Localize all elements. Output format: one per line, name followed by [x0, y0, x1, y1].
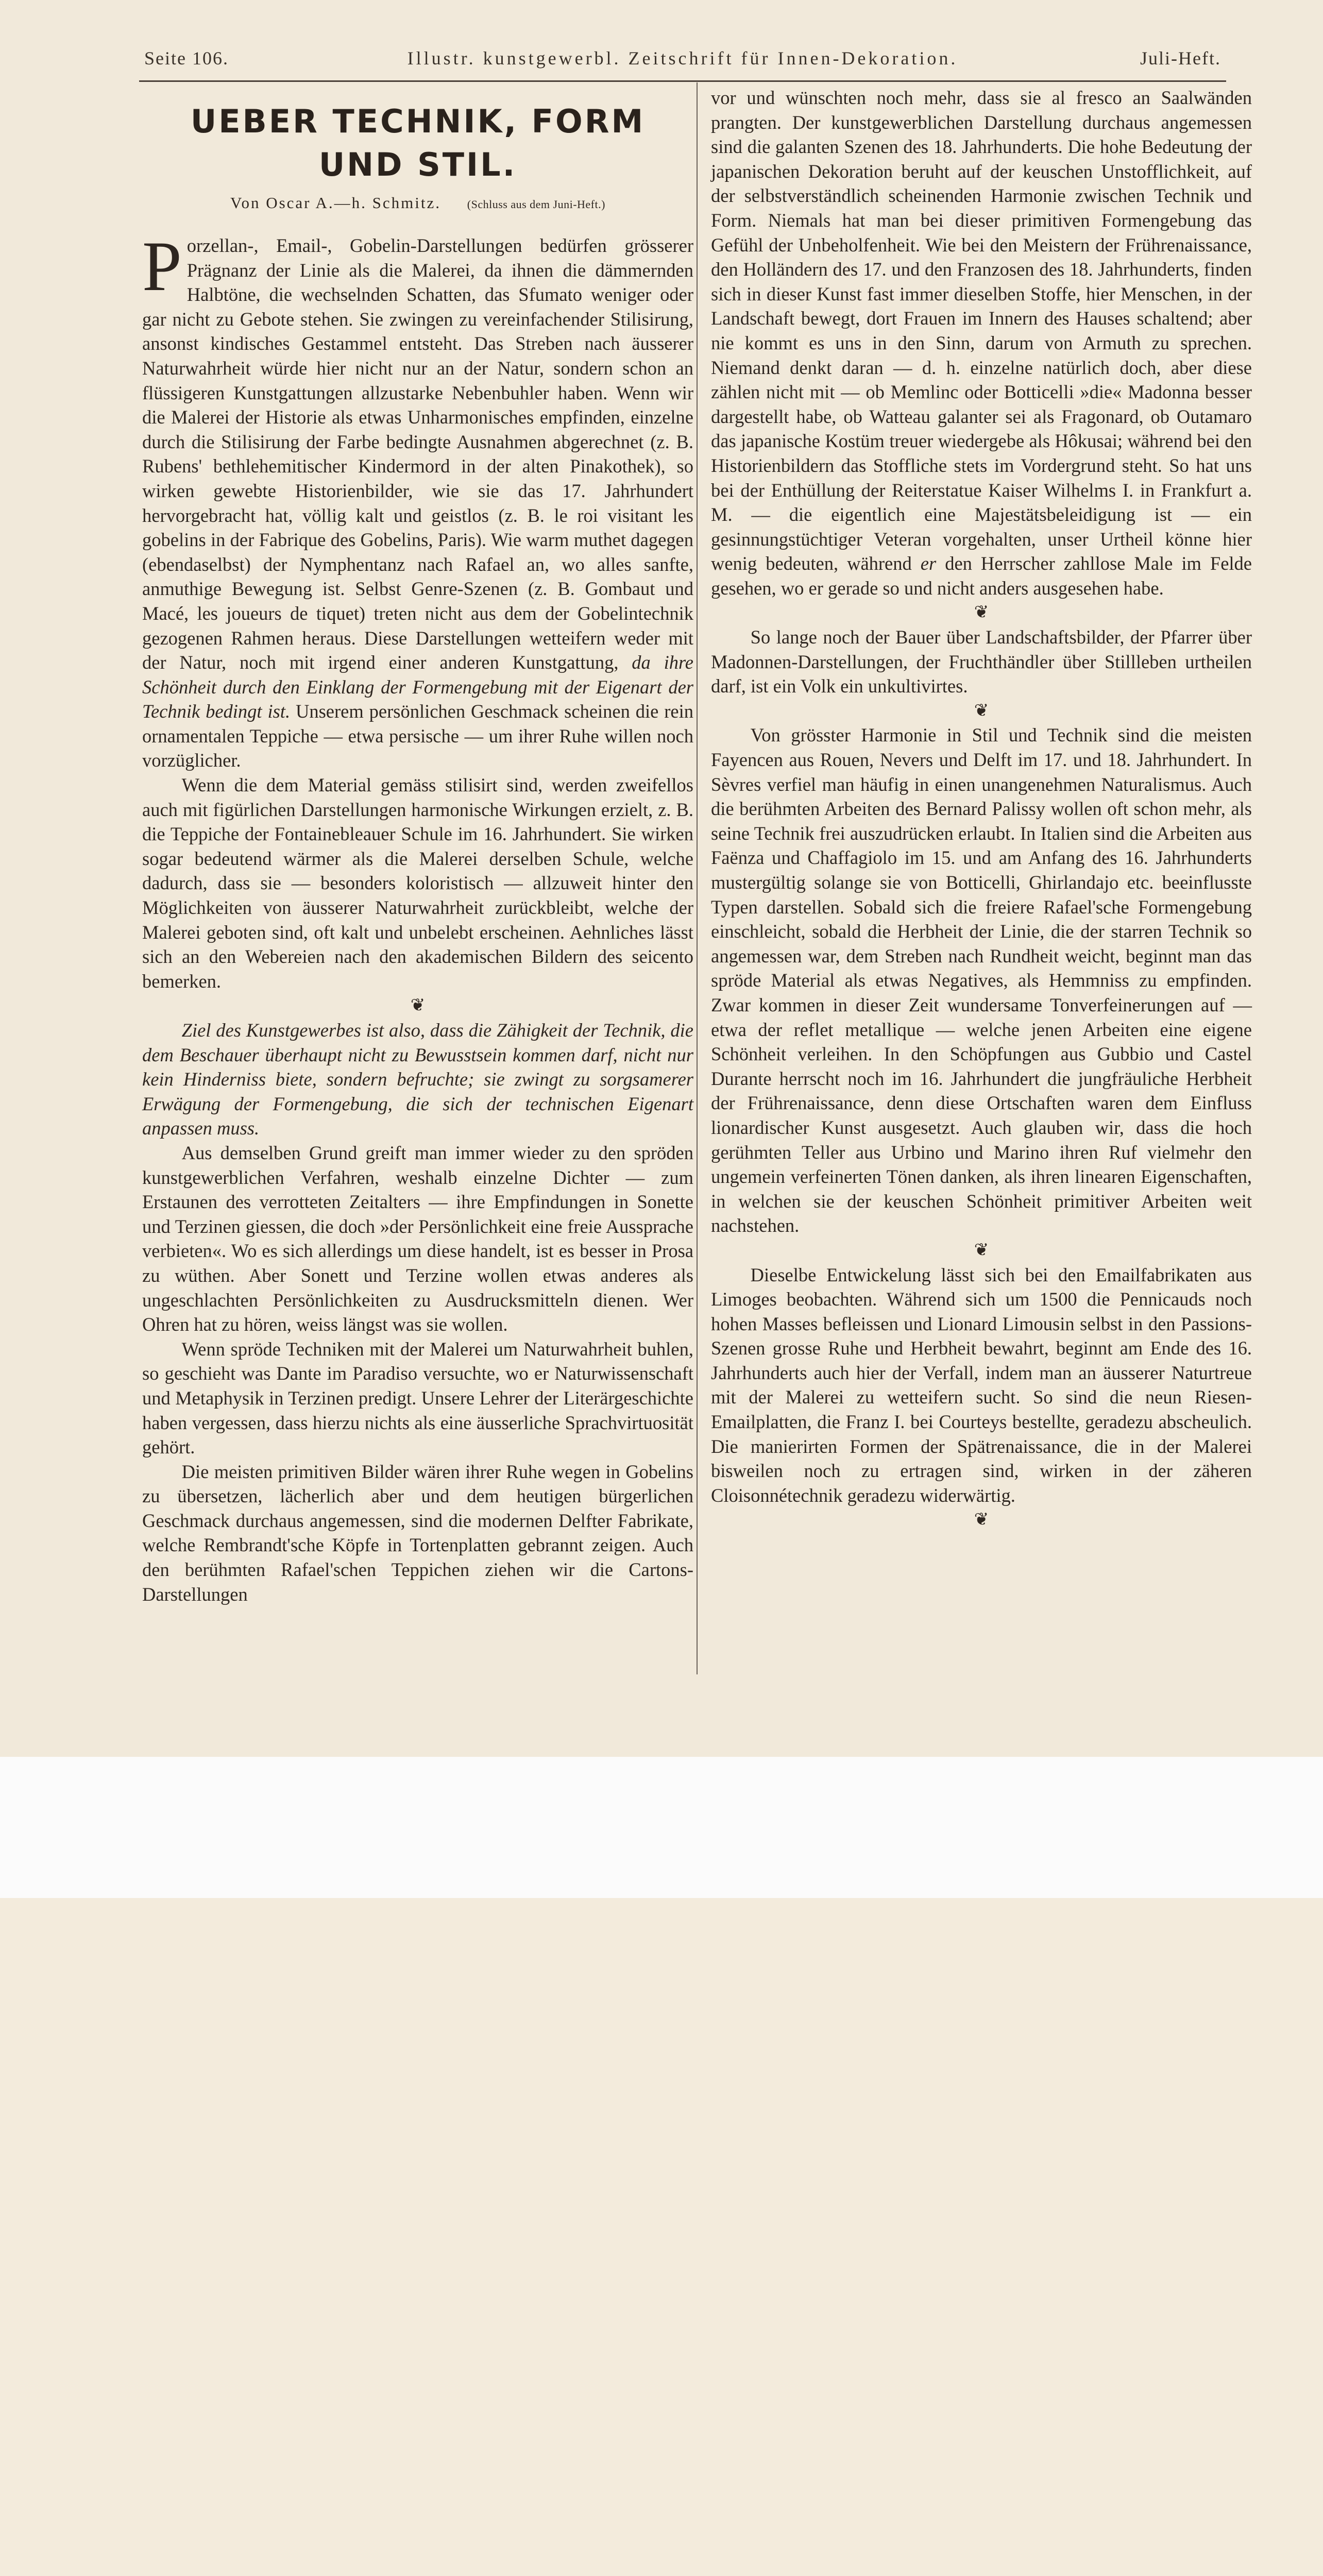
- paragraph: Porzellan-, Email-, Gobelin-Darstellungen bedürfen grösserer Prägnanz der Linie als die Malerei, da ihnen die dämmernden Halbtöne, die wechselnden Schatten, das Sfumato weniger oder gar nicht zu Gebote stehen. Sie zwingen zu vereinfachender Stilisirung, ansonst kindisches Gestammel entsteht. Das Streben nach äusserer Naturwahrheit würde hier nicht nur an der Natur, sondern schon an flüssigeren Kunstgattungen allzustarke Nebenbuhler haben. Wenn wir die Malerei der Historie als etwas Unharmonisches empfinden, einzelne durch die Stilisirung der Farbe bedingte Ausnahmen abgerechnet (z. B. Rubens' bethlehemitischer Kindermord in der alten Pinakothek), so wirken gewebte Historienbilder, wie sie das 17. Jahrhundert hervorgebracht hat, völlig kalt und geistlos (z. B. le roi visitant les gobelins in der Fabrique des Gobelins, Paris). Wie warm muthet dagegen (ebendaselbst) der Nymphentanz nach Rafael an, wo alles sanfte, anmuthige Bewegung ist. Selbst Genre-Szenen (z. B. Gombaut und Macé, les joueurs de tiquet) treten nicht aus dem der Gobelintechnik gezogenen Rahmen heraus. Diese Darstellungen wetteifern weder mit der Natur, noch mit irgend einer anderen Kunstgattung, da ihre Schönheit durch den Einklang der Formengebung mit der Eigenart der Technik bedingt ist. Unserem persönlichen Geschmack scheinen die rein ornamentalen Teppiche — etwa persische — um ihrer Ruhe willen noch vorzüglicher.: [142, 227, 694, 771]
- fleuron-ornament: ❦: [974, 1240, 989, 1260]
- page-number: Seite 106.: [144, 48, 229, 69]
- paragraph: vor und wünschten noch mehr, dass sie al fresco an Saalwänden prangten. Der kunstgewerblichen Darstellung durchaus angemessen sind die galanten Szenen des 18. Jahrhunderts. Die hohe Bedeutung der japanischen Dekoration beruht auf der keuschen Unstofflichkeit, auf der selbstverständlich scheinenden Harmonie zwischen Technik und Form. Niemals hat man bei dieser primitiven Formengebung das Gefühl der Unbeholfenheit. Wie bei den Meistern der Frührenaissance, den Holländern des 17. und den Franzosen des 18. Jahrhunderts, finden sich in dieser Kunst fast immer dieselben Stoffe, hier Menschen, in der Landschaft bewegt, dort Frauen im Innern des Hauses schaltend; aber nie kommt es uns in den Sinn, darum von Armuth zu sprechen. Niemand denkt daran — d. h. einzelne natürlich doch, aber diese zählen nicht mit — ob Memlinc oder Botticelli »die« Madonna besser dargestellt habe, ob Watteau galanter sei als Fragonard, ob Outamaro das japanische Kostüm treuer wiedergebe als Hôkusai; während bei den Historienbildern das Stoffliche stets im Vordergrund steht. So hat uns bei der Enthüllung der Reiterstatue Kaiser Wilhelms I. in Frankfurt a. M. — die eigentlich eine Majestätsbeleidigung ist — ein gesinnungstüchtiger Veteran vorgehalten, unser Urtheil könne hier wenig bedeuten, während er den Herrscher zahllose Male im Felde gesehen, wo er gerade so und nicht anders ausgesehen habe.: [711, 87, 1252, 599]
- paragraph: Wenn die dem Material gemäss stilisirt sind, werden zweifellos auch mit figürlichen Darstellungen harmonische Wirkungen erzielt, z. B. die Teppiche der Fontainebleauer Schule im 16. Jahrhundert. Sie wirken sogar bedeutend wärmer als die Malerei derselben Schule, welche dadurch, dass sie — besonders koloristisch — allzuweit hinter den Möglichkeiten von äusserer Naturwahrheit zurückbleibt, welche der Malerei geboten sind, oft kalt und unbelebt erscheinen. Aehnliches lässt sich an den Webereien nach den akademischen Bildern des seicento bemerken.: [142, 774, 693, 992]
- paragraph: Aus demselben Grund greift man immer wieder zu den spröden kunstgewerblichen Verfahren, weshalb einzelne Dichter — zum Erstaunen des verrotteten Zeitalters — ihre Empfindungen in Sonette und Terzinen giessen, die doch »der Persönlichkeit eine freie Aussprache verbieten«. Wo es sich allerdings um diese handelt, ist es besser in Prosa zu wüthen. Aber Sonett und Terzine wollen etwas anderes als ungeschlachten Persönlichkeiten zu Ausdrucksmitteln dienen. Wer Ohren hat zu hören, weiss längst was sie wollen.: [142, 1142, 693, 1335]
- continuation-note: (Schluss aus dem Juni-Heft.): [467, 198, 605, 211]
- paragraph: Von grösster Harmonie in Stil und Technik sind die meisten Fayencen aus Rouen, Nevers und Delft im 17. und 18. Jahrhundert. In Sèvres verfiel man häufig in einen unangenehmen Naturalismus. Auch die berühmten Arbeiten des Bernard Palissy wollen oft schon mehr, als seine Technik frei auszudrücken erlaubt. In Italien sind die Arbeiten aus Faënza und Chaffagiolo im 15. und am Anfang des 16. Jahrhunderts mustergültig solange sie von Botticelli, Ghirlandajo etc. beeinflusste Typen darstellen. Sobald sich die freiere Rafael'sche Formengebung einschleicht, sobald die Herbheit der Linie, die der starren Technik so angemessen war, dem Streben nach Rundheit weicht, beginnt man das spröde Material als etwas Negatives, als Hemmniss zu empfinden. Zwar kommen in dieser Zeit wundersame Tonverfeinerungen auf — etwa der reflet metallique — welche jenen Arbeiten eine eigene Schönheit verleihen. In den Schöpfungen aus Gubbio und Castel Durante herrscht noch im 16. Jahrhundert die jungfräuliche Herbheit der Frührenaissance, denn diese Ortschaften waren dem Einfluss lionardischer Kunst ausgesetzt. Auch glauben wir, dass die hoch gerühmten Teller aus Urbino und Marino ihren Ruf vielmehr den ungemein verfeinerten Tönen danken, als ihren linearen Eigenschaften, in welchen sie der keuschen Schönheit primitiver Arbeiten weit nachstehen.: [711, 724, 1252, 1236]
- article-title: UEBER TECHNIK, FORM UND STIL.: [190, 103, 646, 183]
- running-header: [144, 47, 1221, 80]
- fleuron-ornament: ❦: [410, 996, 426, 1015]
- right-column: [711, 86, 1252, 1532]
- left-column: [142, 91, 693, 1606]
- emphasis: da ihre Schönheit durch den Einklang der Formengebung mit der Eigenart der Technik bedingt ist.: [142, 652, 694, 722]
- paragraph: Wenn spröde Techniken mit der Malerei um Naturwahrheit buhlen, so geschieht was Dante im Paradiso versuchte, wo er Naturwissenschaft und Metaphysik in Terzinen predigt. Unsere Lehrer der Literärgeschichte haben vergessen, dass hierzu nichts als eine äusserliche Sprachvirtuosität gehört.: [142, 1338, 693, 1458]
- header-rule: [139, 80, 1226, 82]
- paragraph: So lange noch der Bauer über Landschaftsbilder, der Pfarrer über Madonnen-Darstellungen, der Fruchthändler über Stillleben urtheilen darf, ist ein Volk ein unkultivirtes.: [711, 626, 1252, 697]
- fleuron-ornament: ❦: [974, 701, 989, 720]
- column-divider: [697, 82, 698, 1674]
- paragraph: Dieselbe Entwickelung lässt sich bei den Emailfabrikaten aus Limoges beobachten. Während sich um 1500 die Pennicauds noch hohen Masses befleissen und Lionard Limousin selbst in den Passions-Szenen grosse Ruhe und Herbheit bewahrt, beginnt am Ende des 16. Jahrhunderts auch hier der Verfall, indem man an äusserer Naturtreue mit der Malerei zu wetteifern sucht. So sind die neun Riesen-Emailplatten, die Franz I. bei Courteys bestellte, geradezu abscheulich. Die manierirten Formen der Spätrenaissance, die in der Malerei bisweilen noch zu ertragen sind, wirken in der zäheren Cloisonnétechnik geradezu widerwärtig.: [711, 1264, 1252, 1506]
- author: Von Oscar A.—h. Schmitz.: [230, 194, 442, 212]
- byline: [142, 192, 693, 216]
- journal-title: Illustr. kunstgewerbl. Zeitschrift für Innen-Dekoration.: [407, 48, 958, 69]
- fleuron-ornament: ❦: [974, 1510, 989, 1530]
- paragraph-emphasis: Ziel des Kunstgewerbes ist also, dass die Zähigkeit der Technik, die dem Beschauer überhaupt nicht zu Bewusstsein kommen darf, nicht nur kein Hinderniss biete, sondern befruchte; sie zwingt zu sorgsamerer Erwägung der Formengebung, die sich der technischen Eigenart anpassen muss.: [142, 1020, 693, 1139]
- issue-label: Juli-Heft.: [1140, 48, 1221, 69]
- emphasis: er: [920, 553, 937, 574]
- digitization-footer: [0, 1757, 1323, 1898]
- fleuron-ornament: ❦: [974, 603, 989, 622]
- paragraph: Die meisten primitiven Bilder wären ihrer Ruhe wegen in Gobelins zu übersetzen, lächerlich aber und dem heutigen bürgerlichen Geschmack durchaus angemessen, sind die modernen Delfter Fabrikate, welche Rembrandt'sche Köpfe in Tortenplatten gebrannt zeigen. Auch den berühmten Rafael'schen Teppichen ziehen wir die Cartons-Darstellungen: [142, 1461, 693, 1605]
